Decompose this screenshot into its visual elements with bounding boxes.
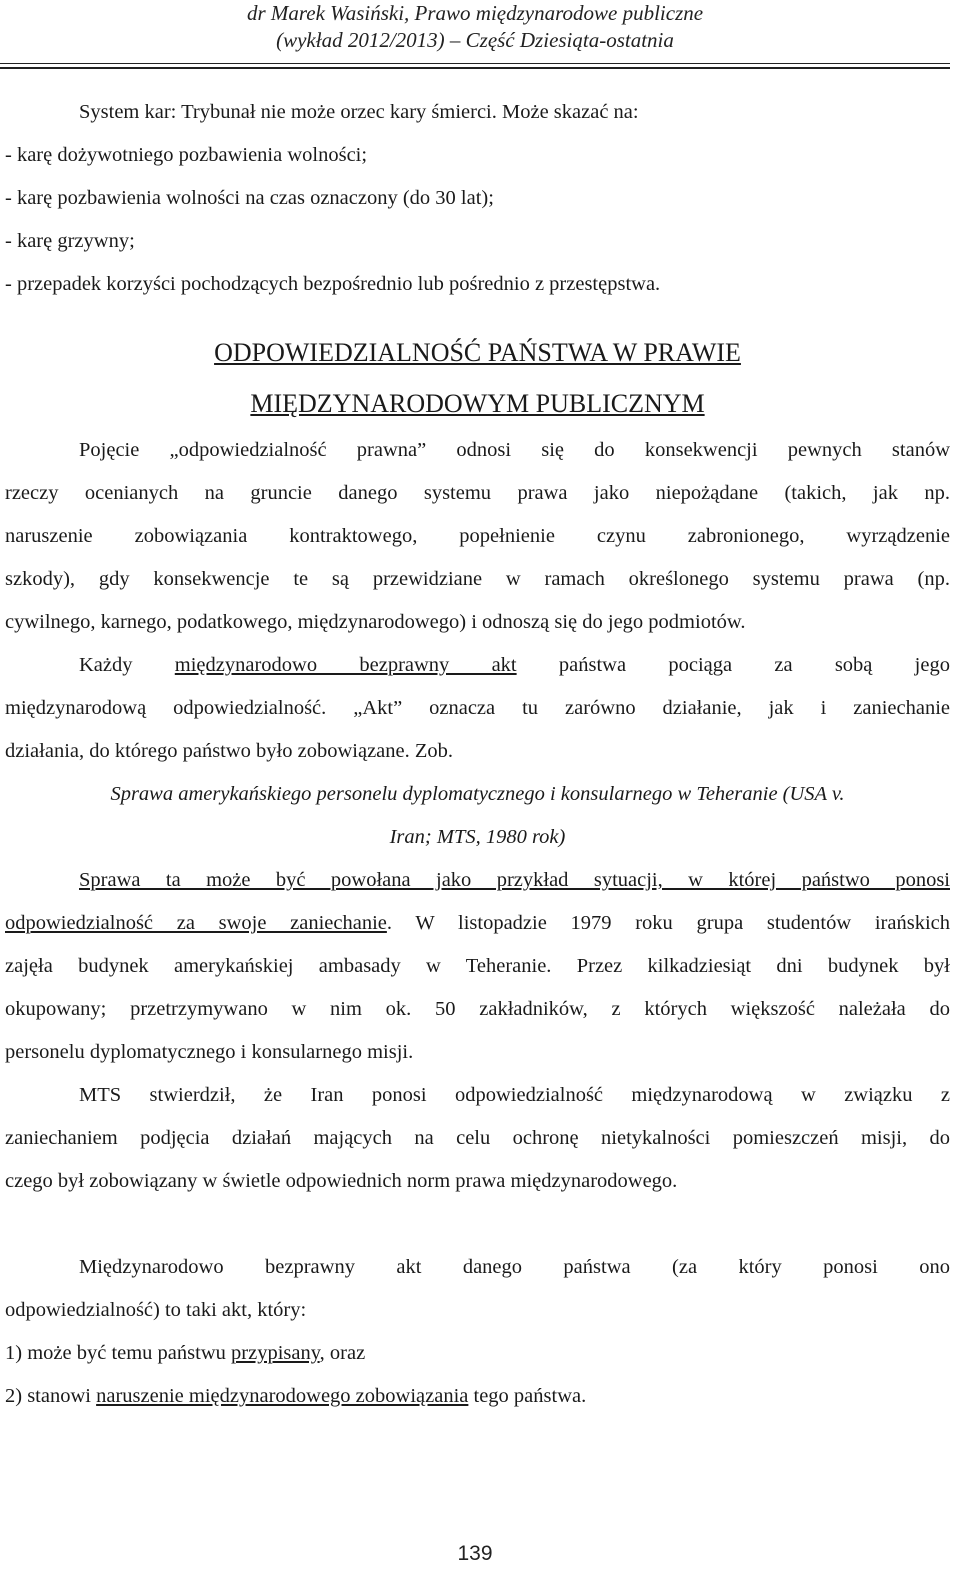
definition-line: Pojęcie „odpowiedzialność prawna” odnosi się do konsekwencji pewnych stanów bbox=[79, 439, 950, 461]
definition-line: szkody), gdy konsekwencje te są przewidziane w ramach określonego systemu prawa (np. bbox=[5, 568, 950, 590]
mts-line-2: zaniechaniem podjęcia działań mających na celu ochronę nietykalności pomieszczeń misji, do bbox=[5, 1127, 950, 1149]
case-thesis: Sprawa ta może być powołana jako przykład sytuacji, w której państwo ponosi bbox=[79, 869, 950, 891]
case-text-line-4: okupowany; przetrzymywano w nim ok. 50 zakładników, z których większość należała do bbox=[5, 998, 950, 1020]
mts-line-1: MTS stwierdził, że Iran ponosi odpowiedzialność międzynarodową w związku z bbox=[79, 1084, 950, 1106]
condition-text: tego państwa. bbox=[468, 1385, 587, 1407]
condition-item-1 bbox=[5, 1332, 950, 1375]
case-title-line-1: Sprawa amerykańskiego personelu dyplomatycznego i konsularnego w Teheranie (USA v. bbox=[110, 783, 845, 805]
definition-line: cywilnego, karnego, podatkowego, międzynarodowego) i odnoszą się do jego podmiotów. bbox=[5, 611, 746, 633]
each-act-line-2: międzynarodową odpowiedzialność. „Akt” oznacza tu zarówno działanie, jak i zaniechanie bbox=[5, 697, 950, 719]
condition-item-2 bbox=[5, 1375, 950, 1418]
section-heading-line-2: MIĘDZYNARODOWYM PUBLICZNYM bbox=[250, 389, 705, 418]
section-heading-line-1: ODPOWIEDZIALNOŚĆ PAŃSTWA W PRAWIE bbox=[214, 338, 741, 367]
case-text: . W listopadzie 1979 roku grupa studentów irańskich bbox=[386, 912, 950, 934]
penalties-intro: System kar: Trybunał nie może orzec kary śmierci. Może skazać na: bbox=[79, 101, 639, 123]
header-line-1: dr Marek Wasiński, Prawo międzynarodowe publiczne bbox=[246, 1, 704, 25]
wrongful-act-term: międzynarodowo bezprawny akt bbox=[174, 654, 517, 676]
case-text-line-3: zajęła budynek amerykańskiej ambasady w Teheranie. Przez kilkadziesiąt dni budynek był bbox=[5, 955, 950, 977]
page-number: 139 bbox=[457, 1542, 493, 1565]
case-title-line-2: Iran; MTS, 1980 rok) bbox=[389, 826, 566, 848]
penalty-item: - karę dożywotniego pozbawienia wolności; bbox=[5, 144, 368, 166]
page-content bbox=[5, 91, 950, 1418]
each-act-text: państwa pociąga za sobą jego bbox=[516, 654, 950, 676]
definition-line: naruszenie zobowiązania kontraktowego, popełnienie czynu zabronionego, wyrządzenie bbox=[5, 525, 950, 547]
header-rule-thin bbox=[0, 63, 950, 64]
breach-term: naruszenie międzynarodowego zobowiązania bbox=[96, 1385, 469, 1407]
page-header bbox=[0, 0, 950, 54]
penalty-item: - karę pozbawienia wolności na czas oznaczony (do 30 lat); bbox=[5, 187, 494, 209]
each-act-line-3: działania, do którego państwo było zobowiązane. Zob. bbox=[5, 740, 454, 762]
penalty-item: - przepadek korzyści pochodzących bezpośrednio lub pośrednio z przestępstwa. bbox=[5, 273, 661, 295]
header-line-2: (wykład 2012/2013) – Część Dziesiąta-ostatnia bbox=[276, 28, 674, 52]
case-thesis: odpowiedzialność za swoje zaniechanie bbox=[5, 912, 387, 934]
paragraph-gap bbox=[5, 1203, 950, 1246]
condition-text: 1) może być temu państwu bbox=[5, 1342, 232, 1364]
case-text-line-2 bbox=[5, 902, 950, 945]
penalty-item: - karę grzywny; bbox=[5, 230, 135, 252]
wrongful-act-line-2: odpowiedzialność) to taki akt, który: bbox=[5, 1299, 307, 1321]
condition-text: , oraz bbox=[319, 1342, 366, 1364]
wrongful-act-line-1: Międzynarodowo bezprawny akt danego państwa (za który ponosi ono bbox=[79, 1256, 950, 1278]
case-text-line-5: personelu dyplomatycznego i konsularnego misji. bbox=[5, 1041, 414, 1063]
header-rule-thick bbox=[0, 67, 950, 69]
each-act-text: Każdy bbox=[79, 654, 175, 676]
each-act-line-1 bbox=[5, 644, 950, 687]
condition-text: 2) stanowi bbox=[5, 1385, 97, 1407]
definition-line: rzeczy ocenianych na gruncie danego systemu prawa jako niepożądane (takich, jak np. bbox=[5, 482, 950, 504]
case-text-line-1 bbox=[5, 859, 950, 902]
mts-line-3: czego był zobowiązany w świetle odpowiednich norm prawa międzynarodowego. bbox=[5, 1170, 678, 1192]
attribution-term: przypisany bbox=[231, 1342, 320, 1364]
